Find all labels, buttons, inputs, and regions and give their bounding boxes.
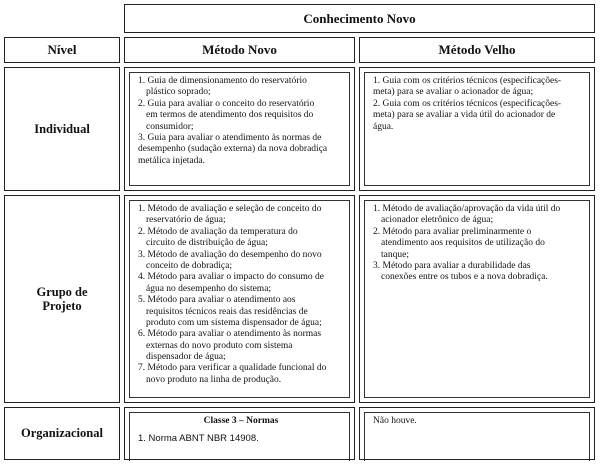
text-line: tanque;: [381, 249, 409, 260]
org-old-text: Não houve.: [373, 416, 417, 426]
text-line: externas do novo produto com sistema: [146, 340, 293, 351]
header-metodo-velho-label: Método Velho: [438, 42, 516, 57]
text-line: 2. Guia para avaliar o conceito do reservatório: [138, 98, 315, 109]
text-line: 2. Método de avaliação da temperatura do: [138, 226, 298, 237]
text-line: desempenho (sudação externa) da nova dobradiça: [138, 144, 328, 155]
text-line: acionador eletrônico de água;: [381, 215, 494, 226]
row-org-new-cell: [129, 412, 350, 461]
text-line: plástico soprado;: [146, 87, 211, 98]
text-line: meta) para se avaliar a vida útil do acionador de: [373, 110, 556, 121]
row-org-new-outer: [124, 407, 355, 460]
row-grupo-old-outer: [359, 195, 595, 403]
header-conhecimento-novo-label: Conhecimento Novo: [303, 10, 416, 26]
row-individual-old-cell: [364, 72, 590, 186]
level-grupo-line-2: Projeto: [42, 299, 82, 313]
header-metodo-novo: [124, 37, 355, 63]
text-line: água.: [373, 121, 394, 132]
text-line: água no desempenho do sistema;: [146, 283, 272, 294]
level-individual: [4, 67, 120, 191]
row-individual-new-outer: [124, 67, 355, 191]
row-grupo-new-cell: [129, 200, 350, 398]
header-metodo-novo-label: Método Novo: [202, 42, 277, 57]
text-line: metálica injetada.: [138, 155, 205, 166]
text-line: 2. Guia com os critérios técnicos (especificações-: [373, 98, 562, 109]
text-line: reservatório de água;: [146, 215, 226, 226]
row-individual-new-cell: [129, 72, 350, 186]
row-org-old-outer: [359, 407, 595, 460]
text-line: 3. Método de avaliação do desempenho do novo: [138, 249, 322, 260]
text-line: 4. Método para avaliar o impacto do consumo de: [138, 272, 324, 283]
text-line: atendimento aos requisitos de utilização do: [381, 238, 545, 249]
text-line: conceito de dobradiça;: [146, 260, 232, 271]
text-line: 2. Método para avaliar preliminarmente o: [373, 226, 532, 237]
text-line: 7. Método para verificar a qualidade funcional do: [138, 363, 327, 374]
text-line: 5. Método para avaliar o atendimento aos: [138, 295, 296, 306]
header-nivel: [4, 37, 120, 63]
org-new-item: 1. Norma ABNT NBR 14908.: [138, 433, 259, 445]
text-line: 1. Método de avaliação/aprovação da vida útil do: [373, 204, 561, 214]
row-individual-old-outer: [359, 67, 595, 191]
org-new-title: Classe 3 – Normas: [203, 416, 279, 426]
row-grupo-new-outer: [124, 195, 355, 403]
row-grupo-old-cell: [364, 200, 590, 398]
text-line: requisitos técnicos reais das residências de: [146, 306, 308, 317]
text-line: meta) para se avaliar o acionador de água;: [373, 87, 534, 98]
level-organizacional: [4, 407, 120, 460]
level-individual-label: Individual: [34, 121, 90, 136]
level-grupo-de-projeto: [4, 195, 120, 403]
level-grupo-label: [36, 285, 87, 314]
header-conhecimento-novo: [124, 4, 595, 33]
text-line: dispensador de água;: [146, 352, 226, 363]
text-line: circuito de distribuição de água;: [146, 238, 268, 249]
level-organizacional-label: Organizacional: [21, 426, 103, 441]
text-line: produto com um sistema dispensador de água;: [146, 317, 322, 328]
text-line: consumidor;: [146, 121, 194, 132]
level-grupo-line-1: Grupo de: [36, 284, 88, 299]
text-line: 1. Guia de dimensionamento do reservatório: [138, 76, 307, 86]
header-metodo-velho: [359, 37, 595, 63]
text-line: novo produto na linha de produção.: [146, 374, 282, 385]
text-line: conexões entre os tubos e a nova dobradiça.: [381, 272, 548, 283]
header-nivel-label: Nível: [47, 42, 77, 57]
text-line: 3. Guia para avaliar o atendimento às normas de: [138, 132, 322, 143]
text-line: em termos de atendimento dos requisitos do: [146, 110, 314, 121]
text-line: 6. Método para avaliar o atendimento às normas: [138, 329, 322, 340]
text-line: 3. Método para avaliar a durabilidade das: [373, 260, 531, 271]
text-line: 1. Guia com os critérios técnicos (especificações-: [373, 76, 562, 86]
row-org-old-cell: [364, 412, 590, 461]
text-line: 1. Método de avaliação e seleção de conceito do: [138, 204, 322, 214]
